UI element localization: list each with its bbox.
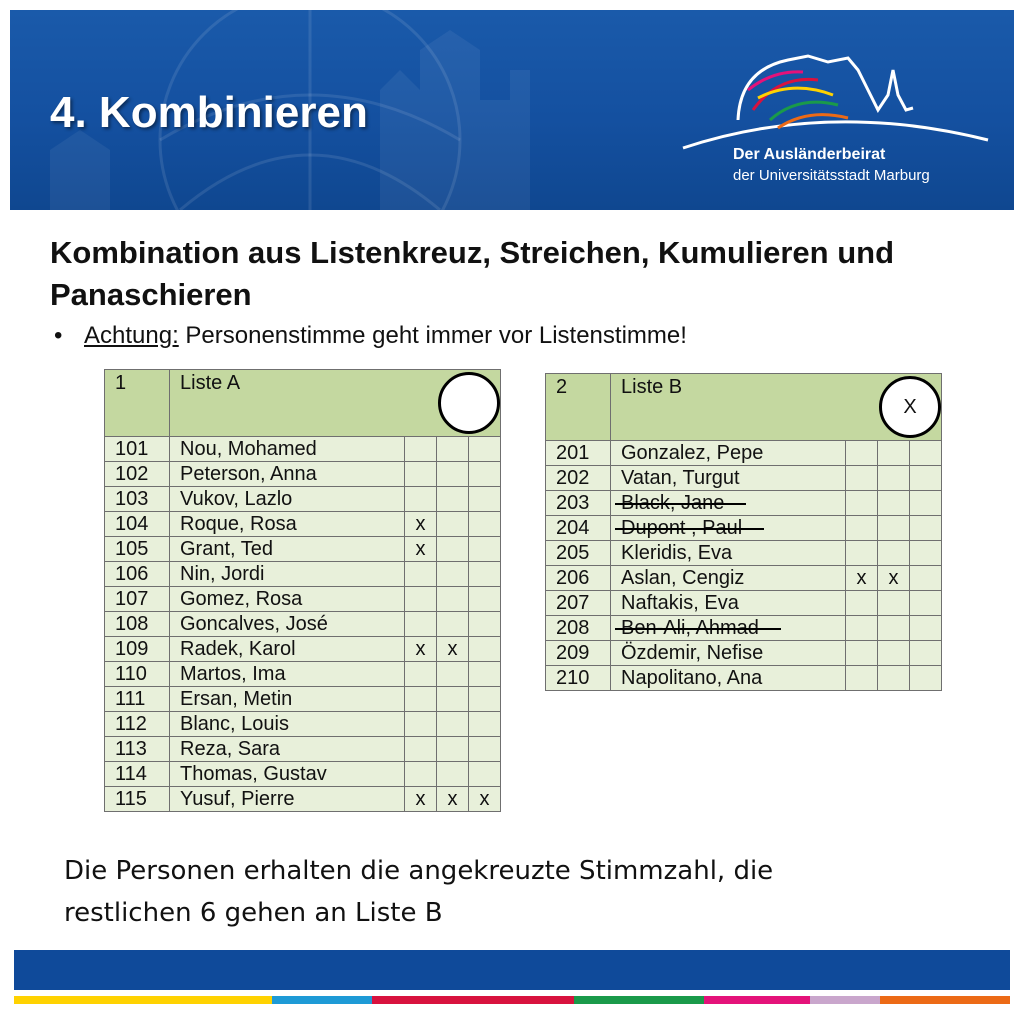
vote-box[interactable] bbox=[405, 762, 437, 787]
candidate-name: Naftakis, Eva bbox=[621, 592, 739, 614]
candidate-row bbox=[105, 612, 501, 637]
vote-box[interactable] bbox=[469, 662, 501, 687]
struck-candidate-name: Dupont , Paul bbox=[621, 517, 743, 539]
candidate-name: Gonzalez, Pepe bbox=[621, 442, 764, 464]
vote-box[interactable] bbox=[910, 541, 942, 566]
candidate-name: Grant, Ted bbox=[180, 538, 274, 560]
vote-box[interactable]: x bbox=[405, 787, 437, 812]
candidate-name-cell bbox=[170, 512, 405, 537]
vote-box[interactable] bbox=[437, 712, 469, 737]
color-stripe bbox=[574, 996, 704, 1004]
vote-box[interactable]: x bbox=[437, 787, 469, 812]
candidate-row bbox=[105, 462, 501, 487]
candidate-name: Vatan, Turgut bbox=[621, 467, 740, 489]
vote-box[interactable] bbox=[405, 712, 437, 737]
candidate-row bbox=[105, 537, 501, 562]
vote-box[interactable] bbox=[878, 466, 910, 491]
candidate-number: 115 bbox=[105, 787, 170, 812]
ballot-list-b bbox=[545, 373, 942, 691]
vote-box[interactable] bbox=[405, 662, 437, 687]
vote-box[interactable] bbox=[878, 516, 910, 541]
vote-box[interactable] bbox=[469, 462, 501, 487]
vote-box[interactable] bbox=[878, 491, 910, 516]
vote-box[interactable] bbox=[878, 666, 910, 691]
vote-box[interactable] bbox=[437, 612, 469, 637]
vote-box[interactable] bbox=[469, 762, 501, 787]
vote-box[interactable] bbox=[878, 641, 910, 666]
vote-box[interactable] bbox=[405, 562, 437, 587]
candidate-number: 110 bbox=[105, 662, 170, 687]
vote-box[interactable] bbox=[910, 591, 942, 616]
candidate-name-cell bbox=[170, 737, 405, 762]
vote-box[interactable] bbox=[910, 466, 942, 491]
candidate-number: 104 bbox=[105, 512, 170, 537]
candidate-row bbox=[546, 541, 942, 566]
candidate-number: 201 bbox=[546, 441, 611, 466]
candidate-row bbox=[105, 437, 501, 462]
explanation-line-2: restlichen 6 gehen an Liste B bbox=[64, 898, 443, 928]
candidate-number: 209 bbox=[546, 641, 611, 666]
ballot-list-a bbox=[104, 369, 501, 812]
vote-box[interactable] bbox=[469, 437, 501, 462]
candidate-name-cell bbox=[170, 787, 405, 812]
candidate-name-cell bbox=[611, 516, 846, 541]
candidate-number: 207 bbox=[546, 591, 611, 616]
candidate-number: 204 bbox=[546, 516, 611, 541]
vote-box[interactable] bbox=[469, 487, 501, 512]
page-title: 4. Kombinieren bbox=[50, 88, 368, 137]
candidate-row bbox=[546, 591, 942, 616]
candidate-row bbox=[546, 566, 942, 591]
candidate-number: 113 bbox=[105, 737, 170, 762]
vote-box[interactable] bbox=[846, 466, 878, 491]
candidate-name: Napolitano, Ana bbox=[621, 667, 763, 689]
candidate-row bbox=[546, 516, 942, 541]
candidate-name-cell bbox=[170, 712, 405, 737]
candidate-name-cell bbox=[611, 641, 846, 666]
candidate-name-cell bbox=[170, 462, 405, 487]
vote-box[interactable] bbox=[469, 612, 501, 637]
color-stripe bbox=[14, 996, 272, 1004]
candidate-row bbox=[546, 466, 942, 491]
candidate-name-cell bbox=[611, 591, 846, 616]
vote-box[interactable] bbox=[437, 537, 469, 562]
list-number: 2 bbox=[546, 374, 611, 441]
candidate-row bbox=[105, 687, 501, 712]
vote-box[interactable] bbox=[437, 737, 469, 762]
vote-box[interactable] bbox=[878, 591, 910, 616]
candidate-name-cell bbox=[611, 466, 846, 491]
candidate-row bbox=[546, 616, 942, 641]
vote-box[interactable] bbox=[437, 662, 469, 687]
candidate-row bbox=[105, 787, 501, 812]
vote-box[interactable]: x bbox=[405, 537, 437, 562]
candidate-row bbox=[105, 587, 501, 612]
section-heading: Kombination aus Listenkreuz, Streichen, Kumulieren und Panaschieren bbox=[50, 235, 895, 312]
candidate-name: Aslan, Cengiz bbox=[621, 567, 745, 589]
color-stripe bbox=[810, 996, 880, 1004]
vote-box[interactable] bbox=[405, 587, 437, 612]
candidate-number: 105 bbox=[105, 537, 170, 562]
candidate-number: 208 bbox=[546, 616, 611, 641]
candidate-name: Özdemir, Nefise bbox=[621, 642, 764, 664]
candidate-name-cell bbox=[170, 487, 405, 512]
vote-box[interactable] bbox=[878, 441, 910, 466]
vote-box[interactable] bbox=[846, 641, 878, 666]
struck-candidate-name: Ben-Ali, Ahmad bbox=[621, 617, 759, 639]
bullet-note bbox=[54, 322, 687, 350]
vote-box[interactable] bbox=[846, 616, 878, 641]
candidate-number: 203 bbox=[546, 491, 611, 516]
vote-box[interactable] bbox=[846, 441, 878, 466]
vote-box[interactable] bbox=[437, 562, 469, 587]
candidate-row bbox=[105, 712, 501, 737]
candidate-name-cell bbox=[611, 566, 846, 591]
list-header-row bbox=[105, 370, 501, 437]
vote-box[interactable] bbox=[437, 687, 469, 712]
vote-box[interactable] bbox=[910, 666, 942, 691]
list-header-cell bbox=[170, 370, 501, 437]
vote-box[interactable]: x bbox=[878, 566, 910, 591]
color-stripe bbox=[272, 996, 372, 1004]
candidate-name: Nou, Mohamed bbox=[180, 438, 317, 460]
vote-box[interactable] bbox=[910, 616, 942, 641]
bullet-symbol: • bbox=[54, 322, 63, 349]
vote-box[interactable] bbox=[469, 537, 501, 562]
vote-box[interactable] bbox=[910, 491, 942, 516]
vote-box[interactable] bbox=[469, 587, 501, 612]
candidate-row bbox=[105, 662, 501, 687]
vote-box[interactable] bbox=[437, 762, 469, 787]
vote-box[interactable] bbox=[846, 541, 878, 566]
color-stripe bbox=[880, 996, 1010, 1004]
vote-box[interactable] bbox=[469, 512, 501, 537]
candidate-row bbox=[105, 512, 501, 537]
candidate-name: Vukov, Lazlo bbox=[180, 488, 293, 510]
vote-box[interactable] bbox=[846, 516, 878, 541]
candidate-number: 202 bbox=[546, 466, 611, 491]
color-stripe-bar bbox=[14, 996, 1010, 1004]
candidate-number: 112 bbox=[105, 712, 170, 737]
candidate-row bbox=[546, 441, 942, 466]
vote-box[interactable] bbox=[910, 441, 942, 466]
vote-box[interactable] bbox=[405, 737, 437, 762]
vote-box[interactable]: x bbox=[469, 787, 501, 812]
footer-band bbox=[14, 950, 1010, 990]
vote-box[interactable] bbox=[469, 637, 501, 662]
candidate-number: 114 bbox=[105, 762, 170, 787]
candidate-name: Goncalves, José bbox=[180, 613, 328, 635]
vote-box[interactable] bbox=[405, 487, 437, 512]
list-number: 1 bbox=[105, 370, 170, 437]
logo-text-line2: der Universitätsstadt Marburg bbox=[733, 167, 930, 184]
candidate-row bbox=[105, 637, 501, 662]
candidate-number: 206 bbox=[546, 566, 611, 591]
struck-candidate-name: Black, Jane bbox=[621, 492, 725, 514]
candidate-name: Ersan, Metin bbox=[180, 688, 293, 710]
candidate-number: 106 bbox=[105, 562, 170, 587]
bullet-key: Achtung: bbox=[84, 322, 179, 349]
color-stripe bbox=[704, 996, 810, 1004]
candidate-number: 102 bbox=[105, 462, 170, 487]
vote-box[interactable] bbox=[437, 437, 469, 462]
vote-box[interactable] bbox=[846, 666, 878, 691]
vote-box[interactable] bbox=[437, 512, 469, 537]
candidate-row bbox=[546, 641, 942, 666]
candidate-row bbox=[105, 762, 501, 787]
candidate-name-cell bbox=[170, 562, 405, 587]
candidate-number: 111 bbox=[105, 687, 170, 712]
candidate-name: Martos, Ima bbox=[180, 663, 286, 685]
candidate-name-cell bbox=[611, 616, 846, 641]
candidate-name-cell bbox=[170, 587, 405, 612]
vote-box[interactable] bbox=[437, 587, 469, 612]
vote-box[interactable] bbox=[469, 687, 501, 712]
logo bbox=[678, 50, 998, 200]
vote-box[interactable] bbox=[878, 541, 910, 566]
logo-emblem-icon bbox=[678, 50, 998, 150]
explanation-text bbox=[64, 850, 964, 934]
candidate-name: Blanc, Louis bbox=[180, 713, 289, 735]
candidate-number: 210 bbox=[546, 666, 611, 691]
candidate-name-cell bbox=[170, 762, 405, 787]
vote-box[interactable] bbox=[437, 487, 469, 512]
candidate-row bbox=[105, 487, 501, 512]
vote-box[interactable] bbox=[846, 491, 878, 516]
vote-box[interactable] bbox=[405, 462, 437, 487]
candidate-name-cell bbox=[170, 612, 405, 637]
vote-box[interactable] bbox=[910, 516, 942, 541]
vote-box[interactable] bbox=[910, 641, 942, 666]
candidate-name-cell bbox=[611, 541, 846, 566]
vote-box[interactable] bbox=[910, 566, 942, 591]
candidate-name: Nin, Jordi bbox=[180, 563, 265, 585]
list-cross-circle[interactable] bbox=[438, 372, 500, 434]
candidate-name-cell bbox=[611, 666, 846, 691]
candidate-name-cell bbox=[611, 491, 846, 516]
vote-box[interactable] bbox=[405, 687, 437, 712]
vote-box[interactable]: x bbox=[437, 637, 469, 662]
candidate-number: 103 bbox=[105, 487, 170, 512]
vote-box[interactable] bbox=[469, 737, 501, 762]
candidate-number: 205 bbox=[546, 541, 611, 566]
candidate-row bbox=[105, 737, 501, 762]
candidate-name: Roque, Rosa bbox=[180, 513, 297, 535]
candidate-row bbox=[546, 666, 942, 691]
candidate-name-cell bbox=[170, 637, 405, 662]
candidate-name: Kleridis, Eva bbox=[621, 542, 733, 564]
candidate-row bbox=[105, 562, 501, 587]
vote-box[interactable]: x bbox=[405, 637, 437, 662]
vote-box[interactable]: x bbox=[405, 512, 437, 537]
candidate-number: 109 bbox=[105, 637, 170, 662]
candidate-name-cell bbox=[170, 687, 405, 712]
candidate-number: 108 bbox=[105, 612, 170, 637]
candidate-name-cell bbox=[170, 662, 405, 687]
candidate-number: 101 bbox=[105, 437, 170, 462]
vote-box[interactable]: x bbox=[846, 566, 878, 591]
vote-box[interactable] bbox=[878, 616, 910, 641]
candidate-row bbox=[546, 491, 942, 516]
header-banner bbox=[10, 10, 1014, 210]
bullet-text: Personenstimme geht immer vor Listenstimme! bbox=[178, 322, 687, 349]
logo-text-line1: Der Ausländerbeirat bbox=[733, 146, 886, 163]
list-cross-circle[interactable]: X bbox=[879, 376, 941, 438]
list-name: Liste A bbox=[180, 372, 241, 394]
list-header-row bbox=[546, 374, 942, 441]
candidate-name: Gomez, Rosa bbox=[180, 588, 303, 610]
vote-box[interactable] bbox=[437, 462, 469, 487]
candidate-name: Radek, Karol bbox=[180, 638, 296, 660]
vote-box[interactable] bbox=[405, 612, 437, 637]
vote-box[interactable] bbox=[405, 437, 437, 462]
list-header-cell bbox=[611, 374, 942, 441]
candidate-name: Reza, Sara bbox=[180, 738, 281, 760]
explanation-line-1: Die Personen erhalten die angekreuzte Stimmzahl, die bbox=[64, 856, 774, 886]
candidate-name: Yusuf, Pierre bbox=[180, 788, 295, 810]
list-name: Liste B bbox=[621, 376, 683, 398]
color-stripe bbox=[372, 996, 574, 1004]
candidate-name: Thomas, Gustav bbox=[180, 763, 327, 785]
vote-box[interactable] bbox=[469, 562, 501, 587]
candidate-name-cell bbox=[170, 437, 405, 462]
vote-box[interactable] bbox=[846, 591, 878, 616]
vote-box[interactable] bbox=[469, 712, 501, 737]
candidate-number: 107 bbox=[105, 587, 170, 612]
candidate-name-cell bbox=[611, 441, 846, 466]
candidate-name: Peterson, Anna bbox=[180, 463, 317, 485]
candidate-name-cell bbox=[170, 537, 405, 562]
